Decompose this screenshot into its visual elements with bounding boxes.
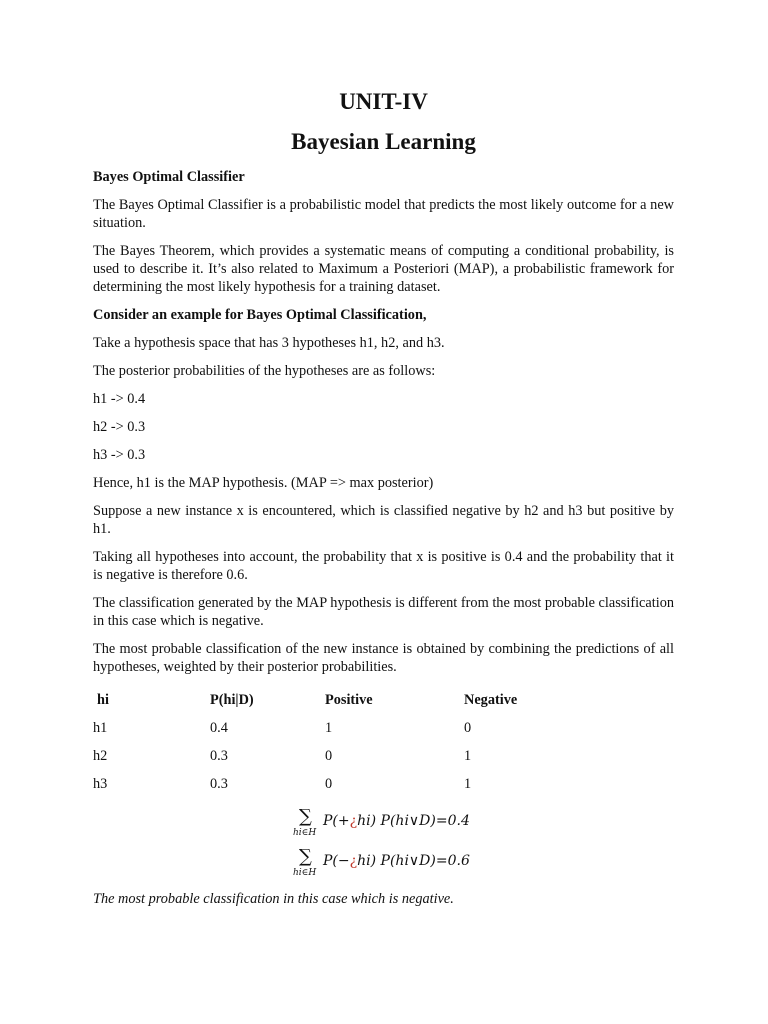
example-heading: Consider an example for Bayes Optimal Classification, [93,307,427,323]
document-content [93,88,674,908]
paragraph-hypothesis-space: Take a hypothesis space that has 3 hypotheses h1, h2, and h3. [93,335,445,351]
table-row [93,714,604,742]
table-cell: 0.4 [210,719,228,736]
table-cell: 1 [464,747,472,764]
formula-expression [323,852,470,870]
table-header-row [93,686,604,714]
formula-part: hi) P(hi∨D)=0.6 [357,853,470,869]
posterior-h2: h2 -> 0.3 [93,419,146,435]
paragraph-map-difference: The classification generated by the MAP hypothesis is different from the most probable classification in this case which is negative. [93,595,674,629]
hypothesis-table [93,686,604,798]
paragraph-bayes-theorem: The Bayes Theorem, which provides a systematic means of computing a conditional probability, is used to describe it. It’s also related to Maximum a Posteriori (MAP), a probabilistic framework for determining the most likely hypothesis for a training dataset. [93,243,674,295]
table-header: P(hi|D) [210,691,254,708]
formula-part: hi) P(hi∨D)=0.4 [357,813,470,829]
table-cell: 0.3 [210,747,228,764]
formula-expression [323,812,470,830]
paragraph-new-instance: Suppose a new instance x is encountered, which is classified negative by h2 and h3 but positive by h1. [93,503,674,537]
formula-negative [293,848,674,888]
formula-mark: ¿ [349,853,358,869]
formula-positive [293,808,674,848]
formula-part: P(− [323,853,350,869]
posterior-h3: h3 -> 0.3 [93,447,146,463]
table-cell: 0.3 [210,775,228,792]
formula-part: P(+ [323,813,350,829]
paragraph-posterior-intro: The posterior probabilities of the hypotheses are as follows: [93,363,436,379]
table-cell: 1 [325,719,333,736]
table-cell: 0 [325,747,333,764]
table-header: Negative [464,691,518,708]
sum-subscript: hi∈H [293,868,317,878]
sum-symbol: ∑ [299,806,312,827]
paragraph-map: Hence, h1 is the MAP hypothesis. (MAP => max posterior) [93,475,434,491]
table-cell: 1 [464,775,472,792]
table-header: Positive [325,691,373,708]
unit-heading: UNIT-IV [339,89,428,114]
table-cell: 0 [464,719,472,736]
section-heading: Bayes Optimal Classifier [93,169,245,185]
table-cell: h1 [93,719,108,736]
table-cell: 0 [325,775,333,792]
paragraph-combining: The most probable classification of the new instance is obtained by combining the predictions of all hypotheses, weighted by their posterior probabilities. [93,641,674,675]
formula-mark: ¿ [349,813,358,829]
sum-symbol: ∑ [299,846,312,867]
page-title: Bayesian Learning [291,129,476,154]
posterior-h1: h1 -> 0.4 [93,391,146,407]
table-cell: h3 [93,775,108,792]
sum-subscript: hi∈H [293,828,317,838]
table-header: hi [97,691,109,708]
conclusion-text: The most probable classification in this case which is negative. [93,891,454,907]
table-row [93,770,604,798]
table-cell: h2 [93,747,108,764]
paragraph-definition: The Bayes Optimal Classifier is a probabilistic model that predicts the most likely outcome for a new situation. [93,197,674,231]
paragraph-probabilities: Taking all hypotheses into account, the probability that x is positive is 0.4 and the probability that it is negative is therefore 0.6. [93,549,674,583]
table-row [93,742,604,770]
